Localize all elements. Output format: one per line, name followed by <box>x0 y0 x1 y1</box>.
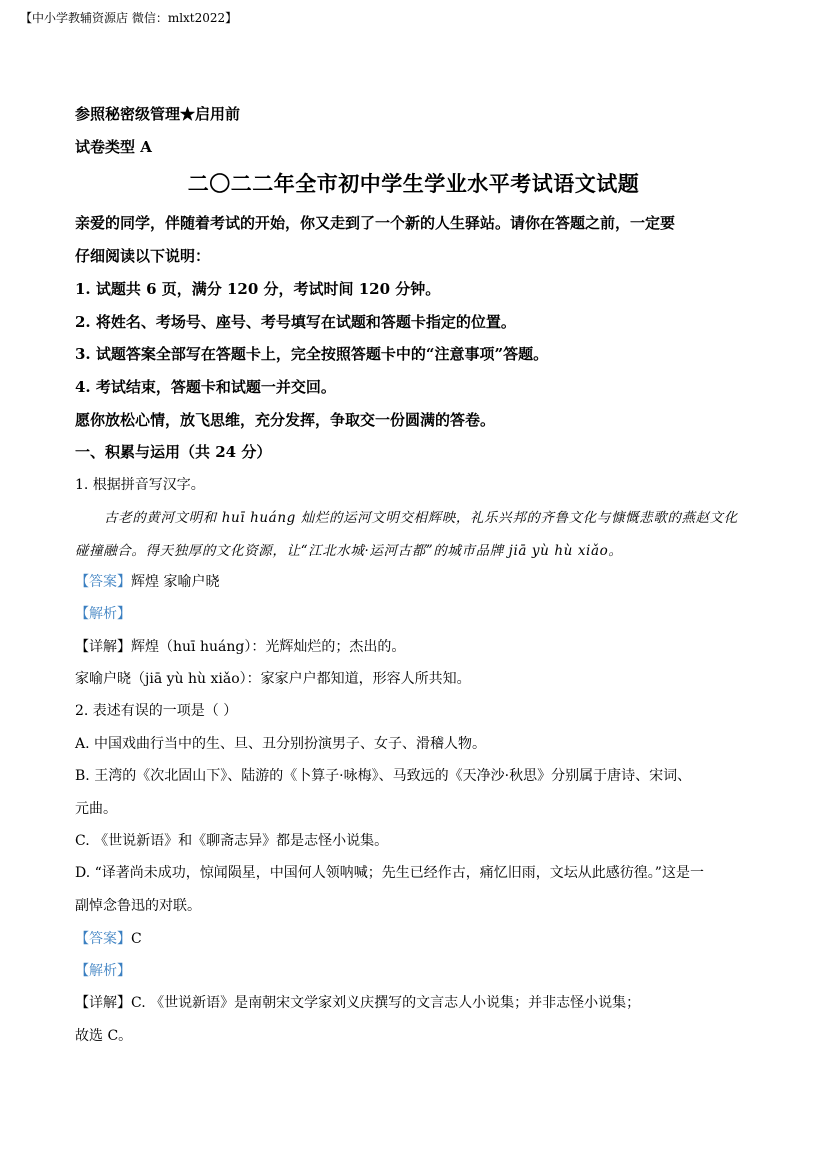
answer-text: 辉煌 家喻户晓 <box>131 574 220 590</box>
page-header-watermark: 【中小学教辅资源店 微信：mlxt2022】 <box>20 11 238 25</box>
question-1-answer <box>75 571 219 591</box>
answer-tag: 【答案】 <box>75 931 131 947</box>
detail-text: C. 《世说新语》是南朝宋文学家刘义庆撰写的文言志人小说集；并非志怪小说集； <box>131 995 641 1011</box>
rule-4: 4. 考试结束，答题卡和试题一并交回。 <box>75 378 336 396</box>
question-2-option-d-line-2: 副悼念鲁迅的对联。 <box>75 898 201 914</box>
rule-2: 2. 将姓名、考场号、座号、考号填写在试题和答题卡指定的位置。 <box>75 313 516 331</box>
section-heading: 一、积累与运用（共 24 分） <box>75 443 272 461</box>
question-1-detail-1 <box>75 636 405 656</box>
question-2-stem: 2. 表述有误的一项是（ ） <box>75 703 238 719</box>
secrecy-label: 参照秘密级管理★启用前 <box>75 105 241 123</box>
rule-1: 1. 试题共 6 页，满分 120 分，考试时间 120 分钟。 <box>75 280 441 298</box>
question-2-option-b-line-2: 元曲。 <box>75 801 117 817</box>
question-2-detail-2: 故选 C。 <box>75 1028 133 1044</box>
wish-text: 愿你放松心情，放飞思维，充分发挥，争取交一份圆满的答卷。 <box>75 411 496 429</box>
detail-text: 辉煌（huī huáng）：光辉灿烂的；杰出的。 <box>131 639 406 655</box>
question-1-passage-line-1: 古老的黄河文明和 huī huáng 灿烂的运河文明交相辉映，礼乐兴邦的齐鲁文化与慷慨悲歌的燕赵文化 <box>104 510 738 526</box>
intro-line-1: 亲爱的同学，伴随着考试的开始，你又走到了一个新的人生驿站。请你在答题之前，一定要 <box>75 214 676 232</box>
question-2-answer <box>75 928 142 948</box>
paper-type-label: 试卷类型 A <box>75 138 152 156</box>
detail-tag: 【详解】 <box>75 639 131 655</box>
question-2-option-c: C. 《世说新语》和《聊斋志异》都是志怪小说集。 <box>75 833 389 849</box>
question-1-stem: 1. 根据拼音写汉字。 <box>75 477 205 493</box>
answer-text: C <box>131 931 142 947</box>
question-2-option-a: A. 中国戏曲行当中的生、旦、丑分别扮演男子、女子、滑稽人物。 <box>75 736 487 752</box>
question-2-analysis-tag: 【解析】 <box>75 963 131 979</box>
intro-line-2: 仔细阅读以下说明： <box>75 247 211 265</box>
rule-3: 3. 试题答案全部写在答题卡上，完全按照答题卡中的“注意事项”答题。 <box>75 345 549 363</box>
detail-tag: 【详解】 <box>75 995 131 1011</box>
question-1-passage-line-2: 碰撞融合。得天独厚的文化资源，让“江北水城·运河古都”的城市品牌 jiā yù hù xiǎo。 <box>75 543 623 559</box>
question-2-option-d-line-1: D. “译著尚未成功，惊闻陨星，中国何人领呐喊；先生已经作古，痛忆旧雨，文坛从此感彷徨。”这是一 <box>75 865 704 881</box>
question-2-detail-1 <box>75 992 640 1012</box>
question-1-analysis-tag: 【解析】 <box>75 606 131 622</box>
answer-tag: 【答案】 <box>75 574 131 590</box>
question-1-detail-2: 家喻户晓（jiā yù hù xiǎo）：家家户户都知道，形容人所共知。 <box>75 671 471 687</box>
page-title: 二〇二二年全市初中学生学业水平考试语文试题 <box>187 171 640 196</box>
question-2-option-b-line-1: B. 王湾的《次北固山下》、陆游的《卜算子·咏梅》、马致远的《天净沙·秋思》分别属于唐诗、宋词、 <box>75 768 692 784</box>
